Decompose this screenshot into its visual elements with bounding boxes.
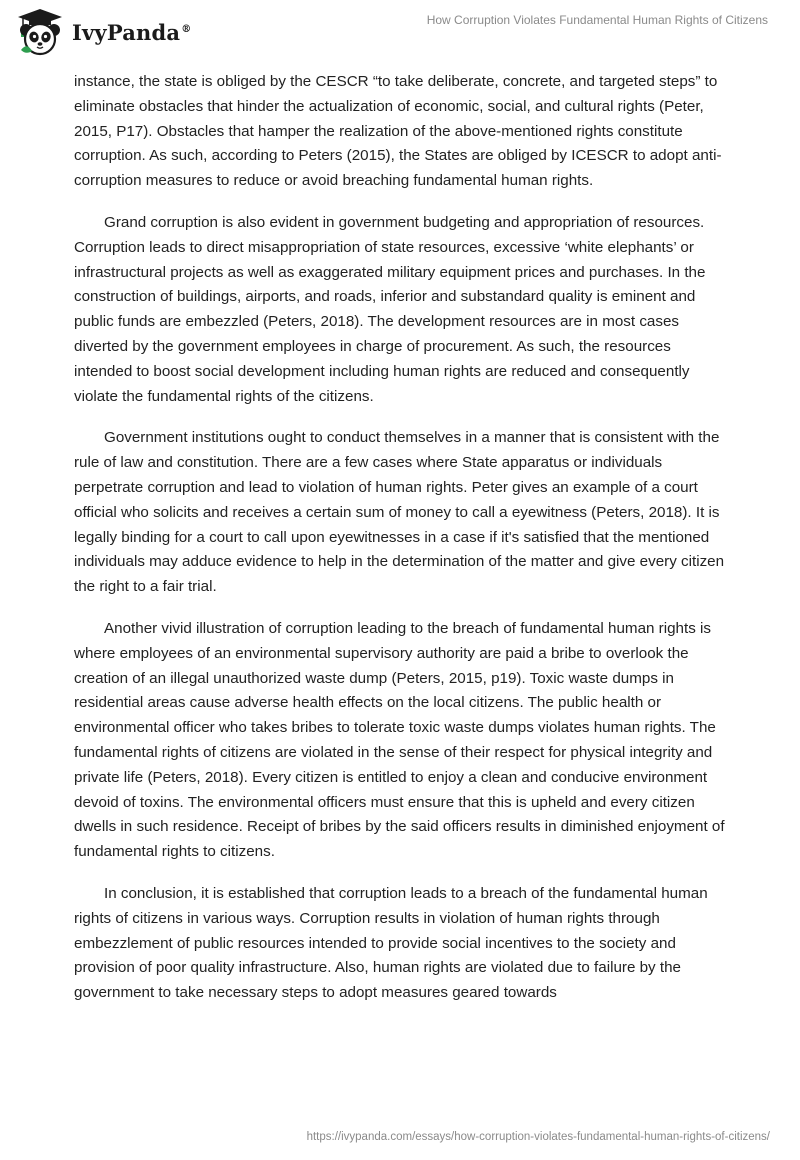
- paragraph-2: Grand corruption is also evident in government budgeting and appropriation of resources. Corruption leads to direct misappropriation of state resources, excessive ‘white elephants’ or infrastructural projects as well as exaggerated military equipment prices and purchases. In the construction of buildings, airports, and roads, inferior and substandard quality is eminent and public funds are embezzled (Peters, 2018). The development resources are in most cases diverted by the government employees in charge of procurement. As such, the resources intended to boost social development including human rights are reduced and consequently violate the fundamental rights of the citizens.: [74, 213, 706, 405]
- panda-graduate-icon: [14, 6, 66, 58]
- paragraph-5: In conclusion, it is established that corruption leads to a breach of the fundamental human rights of citizens in various ways. Corruption results in violation of human rights through embezzlement of public resources intended to provide social incentives to the society and provision of poor quality infrastructure. Also, human rights are violated due to failure by the government to take necessary steps to adopt measures geared towards: [74, 884, 708, 1002]
- page-header: [0, 0, 800, 62]
- ivypanda-logo[interactable]: [14, 6, 191, 58]
- source-url[interactable]: https://ivypanda.com/essays/how-corruption-violates-fundamental-human-rights-of-citizens/: [306, 1131, 770, 1143]
- document-title: How Corruption Violates Fundamental Human Rights of Citizens: [426, 13, 768, 27]
- paragraph-4: Another vivid illustration of corruption leading to the breach of fundamental human rights is where employees of an environmental supervisory authority are paid a bribe to overlook the creation of an illegal unauthorized waste dump (Peters, 2015, p19). Toxic waste dumps in residential areas cause adverse health effects on the local citizens. The public health or environmental officer who takes bribes to tolerate toxic waste dumps violates human rights. The fundamental rights of citizens are violated in the sense of their respect for physical integrity and private life (Peters, 2018). Every citizen is entitled to enjoy a clean and conducive environment devoid of toxins. The environmental officers must ensure that this is upheld and every citizen dwells in such residence. Receipt of bribes by the said officers results in diminished enjoyment of fundamental rights to citizens.: [74, 619, 725, 861]
- logo-wordmark: [72, 20, 191, 45]
- paragraph-1: instance, the state is obliged by the CESCR “to take deliberate, concrete, and targeted steps” to eliminate obstacles that hinder the actualization of economic, social, and cultural rights (Peter, 2015, P17). Obstacles that hamper the realization of the above-mentioned rights constitute corruption. As such, according to Peters (2015), the States are obliged by ICESCR to adopt anti-corruption measures to reduce or avoid breaching fundamental human rights.: [74, 73, 722, 190]
- essay-body: [74, 70, 728, 1023]
- logo-wordmark-text: IvyPanda: [72, 19, 181, 45]
- registered-mark: ®: [181, 23, 192, 35]
- paragraph-3: Government institutions ought to conduct themselves in a manner that is consistent with the rule of law and constitution. There are a few cases where State apparatus or individuals perpetrate corruption and lead to violation of human rights. Peter gives an example of a court official who solicits and receives a certain sum of money to call a eyewitness (Peters, 2018). It is legally binding for a court to call upon eyewitnesses in a case if it's satisfied that the mentioned individuals may adduce evidence to help in the determination of the matter and give every citizen the right to a fair trial.: [74, 429, 725, 596]
